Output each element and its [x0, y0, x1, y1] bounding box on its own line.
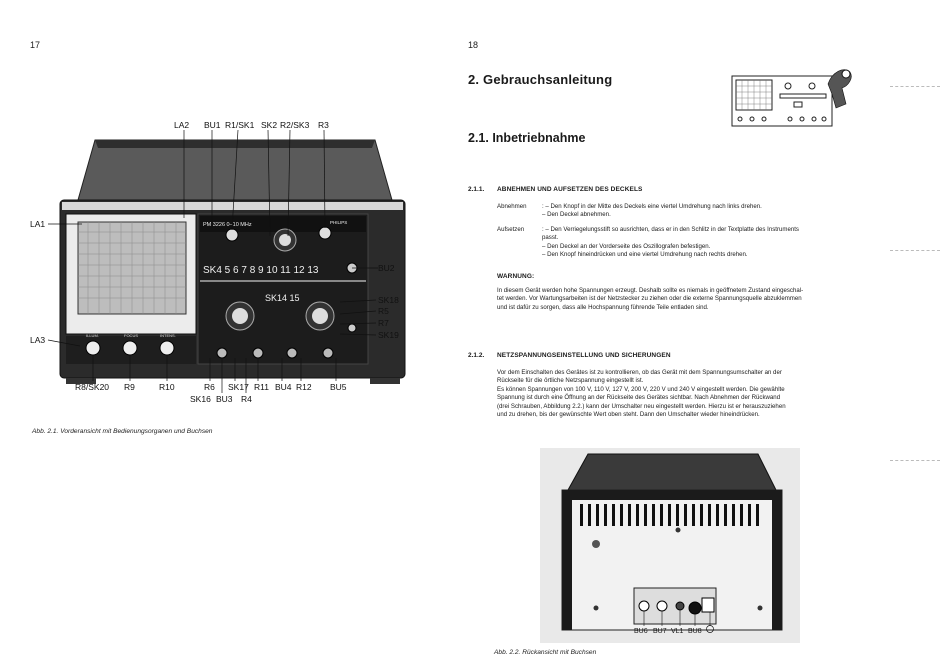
sub2-line: Spannung ist durch eine Öffnung an der Rückseite des Gerätes sichtbar. Nach Abnehmen der Rückwand — [497, 394, 781, 402]
warning-line: und ist dafür zu sorgen, dass alle Hochspannung führende Teile entladen sind. — [497, 303, 709, 311]
page-number-left: 17 — [30, 40, 41, 50]
label-la2: LA2 — [174, 120, 190, 130]
sub2-number: 2.1.2. — [468, 352, 485, 359]
label-bu5: BU5 — [330, 382, 347, 392]
sub2-text — [497, 369, 786, 419]
abnehmen-step: : – Den Knopf in der Mitte des Deckels eine viertel Umdrehung nach links drehen. — [542, 203, 762, 210]
sub2-line: Vor dem Einschalten des Gerätes ist zu kontrollieren, ob das Gerät mit dem Spannungsumschalter an der — [497, 369, 782, 376]
sub2-line: und zu drehen, bis der gewünschte Wert oben steht. Dann den Umschalter wieder hineindrücken. — [497, 411, 760, 419]
label-la1: LA1 — [30, 219, 46, 229]
margin-mark — [890, 86, 940, 87]
sub2-line: (drei Schrauben, Abbildung 2.2.) kann der Umschalter neu eingestellt werden. Hierzu ist er herauszuziehen — [497, 402, 786, 410]
panel-focus-text: FOCUS — [124, 333, 138, 338]
label-r12: R12 — [296, 382, 312, 392]
warning-line: tet werden. Vor Wartungsarbeiten ist der Netzstecker zu ziehen oder die externe Spannungsquelle abzuklemmen — [497, 295, 802, 303]
sub1-number: 2.1.1. — [468, 186, 485, 193]
aufsetzen-step: – Den Deckel an der Vorderseite des Oszillografen befestigen. — [542, 242, 711, 250]
label-vl1: VL1 — [671, 628, 684, 635]
label-sk16: SK16 — [190, 394, 211, 404]
label-bu3: BU3 — [216, 394, 233, 404]
label-r11: R11 — [254, 382, 269, 392]
label-r8-sk20: R8/SK20 — [75, 382, 110, 392]
label-r5: R5 — [378, 306, 389, 316]
aufsetzen-label: Aufsetzen — [497, 226, 525, 233]
caption-rear-view: Abb. 2.2. Rückansicht mit Buchsen — [494, 649, 597, 656]
aufsetzen-block — [497, 226, 799, 260]
sub2-line: Es können Spannungen von 100 V, 110 V, 127 V, 200 V, 220 V und 240 V eingestellt werden. Die gewählte — [497, 385, 785, 393]
label-sk2: SK2 — [261, 120, 278, 130]
label-bu6: BU6 — [634, 628, 648, 635]
warning-line: In diesem Gerät werden hohe Spannungen erzeugt. Deshalb sollte es niemals in geöffnetem Zustand eingeschal- — [497, 287, 804, 294]
label-bu2: BU2 — [378, 263, 395, 273]
label-sk17: SK17 — [228, 382, 249, 392]
panel-illum-text: ILLUM. — [86, 333, 99, 338]
panel-sk14-text: SK14 15 — [265, 293, 300, 303]
caption-front-view: Abb. 2.1. Vorderansicht mit Bedienungsorganen und Buchsen — [32, 428, 213, 435]
sub2-title: NETZSPANNUNGSEINSTELLUNG UND SICHERUNGEN — [497, 352, 671, 359]
label-r3: R3 — [318, 120, 329, 130]
abnehmen-label: Abnehmen — [497, 203, 527, 210]
warning-text — [497, 287, 803, 312]
warning-title: WARNUNG: — [497, 273, 535, 280]
aufsetzen-steps — [542, 226, 799, 260]
label-bu4: BU4 — [275, 382, 292, 392]
label-sk18: SK18 — [378, 295, 399, 305]
rear-view-figure — [540, 448, 800, 643]
aufsetzen-step: : – Den Verriegelungsstift so ausrichten, dass er in den Schlitz in der Textplatte des Instruments — [542, 226, 799, 233]
panel-intens-text: INTENS. — [160, 333, 176, 338]
abnehmen-step: – Den Deckel abnehmen. — [542, 211, 611, 219]
abnehmen-block — [497, 203, 762, 220]
label-la3: LA3 — [30, 335, 46, 345]
panel-model-text: PM 3226 0–10 MHz — [203, 222, 252, 228]
margin-mark — [890, 250, 940, 251]
sub2-line: Rückseite für die örtliche Netzspannung eingestellt ist. — [497, 377, 644, 385]
label-r7: R7 — [378, 318, 389, 328]
front-view-figure — [0, 118, 470, 418]
label-bu8: BU8 — [688, 628, 702, 635]
label-bu1: BU1 — [204, 120, 221, 130]
panel-brand-text: PHILIPS — [330, 220, 348, 225]
label-sk19: SK19 — [378, 330, 399, 340]
oscilloscope-pictogram — [728, 64, 858, 130]
aufsetzen-step: passt. — [542, 234, 559, 242]
label-bu7: BU7 — [653, 628, 667, 635]
abnehmen-steps — [542, 203, 762, 220]
label-r1-sk1: R1/SK1 — [225, 120, 255, 130]
label-r2-sk3: R2/SK3 — [280, 120, 310, 130]
label-r10: R10 — [159, 382, 175, 392]
section-title: 2.1. Inbetriebnahme — [468, 131, 586, 145]
sub1-title: ABNEHMEN UND AUFSETZEN DES DECKELS — [497, 186, 643, 193]
panel-sk4-row: SK4 5 6 7 8 9 10 11 12 13 — [203, 265, 319, 276]
label-r4: R4 — [241, 394, 252, 404]
label-r9: R9 — [124, 382, 135, 392]
page-number-right: 18 — [468, 40, 479, 50]
chapter-title: 2. Gebrauchsanleitung — [468, 72, 613, 87]
aufsetzen-step: – Den Knopf hineindrücken und eine viertel Umdrehung nach rechts drehen. — [542, 251, 748, 259]
margin-mark — [890, 460, 940, 461]
label-r6: R6 — [204, 382, 215, 392]
